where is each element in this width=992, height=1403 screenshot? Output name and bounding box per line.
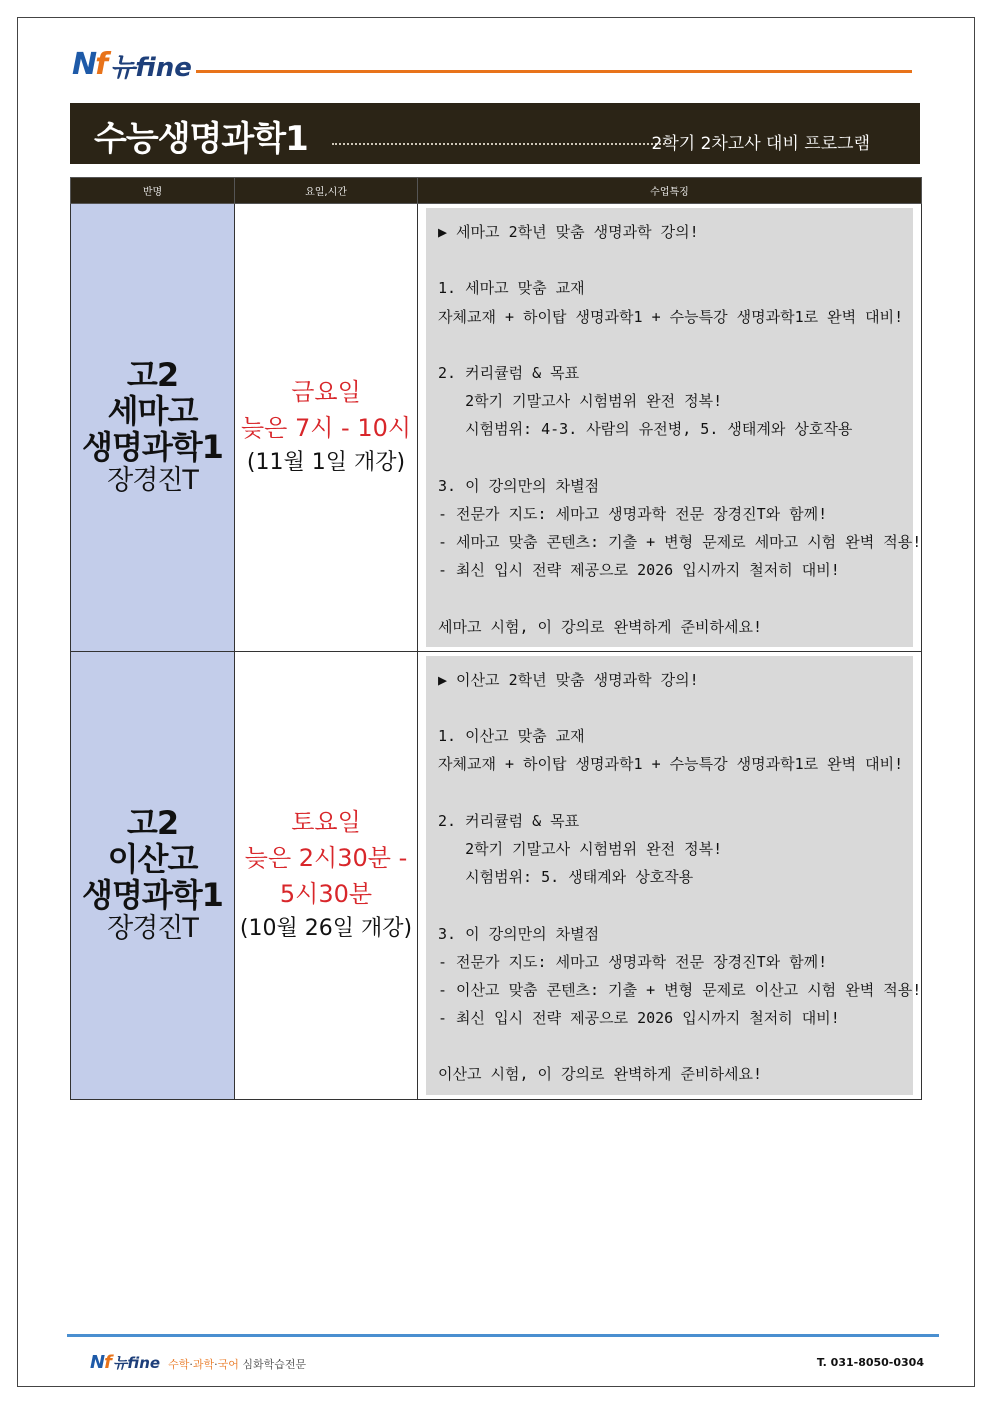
feature-line: 3. 이 강의만의 차별점 <box>438 476 600 495</box>
footer-phone: T. 031-8050-0304 <box>816 1356 924 1369</box>
feature-line <box>438 779 901 807</box>
header-features: 수업특징 <box>418 178 922 204</box>
logo-mark: Nf <box>72 47 107 82</box>
features-box <box>426 208 922 647</box>
day-time-cell <box>235 204 418 652</box>
class-teacher: 장경진T <box>107 913 198 945</box>
class-time: 늦은 7시 - 10시 <box>240 414 412 443</box>
title-banner <box>70 103 920 164</box>
feature-line: - 전문가 지도: 세마고 생명과학 전문 장경진T와 함께! <box>438 504 828 523</box>
class-open-date: (10월 26일 개강) <box>239 916 413 942</box>
header-divider <box>196 70 912 73</box>
class-subject: 생명과학1 <box>82 428 223 467</box>
feature-line <box>438 694 901 722</box>
class-time-end: 5시30분 <box>279 880 373 909</box>
class-open-date: (11월 1일 개강) <box>246 450 406 476</box>
table-header-row <box>71 178 922 204</box>
feature-line: 세마고 시험, 이 강의로 완벽하게 준비하세요! <box>438 617 763 636</box>
logo-text: 뉴fine <box>110 52 192 83</box>
feature-line: 2. 커리큘럼 & 목표 <box>438 363 580 382</box>
features-box <box>426 656 922 1095</box>
footer-divider <box>67 1334 939 1337</box>
table-row <box>71 651 922 1099</box>
class-day: 토요일 <box>291 808 361 837</box>
feature-line <box>438 584 901 612</box>
feature-line: - 최신 입시 전략 제공으로 2026 입시까지 철저히 대비! <box>438 1009 840 1028</box>
class-day: 금요일 <box>291 378 361 407</box>
feature-line: 시험범위: 4-3. 사람의 유전병, 5. 생태계와 상호작용 <box>438 420 853 439</box>
header-class-name: 반명 <box>71 178 235 204</box>
feature-line: 1. 이산고 맞춤 교재 <box>438 727 585 746</box>
feature-line: - 세마고 맞춤 콘텐츠: 기출 + 변형 문제로 세마고 시험 완벽 적용! <box>438 533 922 552</box>
class-name-cell <box>71 204 235 652</box>
feature-line: ▶ 이산고 2학년 맞춤 생명과학 강의! <box>438 670 699 689</box>
footer-logo-mark: Nf <box>90 1352 111 1373</box>
feature-line: - 최신 입시 전략 제공으로 2026 입시까지 철저히 대비! <box>438 561 840 580</box>
schedule-table <box>70 177 922 1100</box>
day-time-cell <box>235 651 418 1099</box>
feature-line <box>438 444 901 472</box>
feature-line <box>438 246 901 274</box>
class-teacher: 장경진T <box>107 465 198 497</box>
class-school: 이산고 <box>107 840 198 879</box>
feature-line: 2학기 기말고사 시험범위 완전 정복! <box>438 392 723 411</box>
footer-tagline: 수학·과학·국어 심화학습전문 <box>168 1358 307 1371</box>
class-grade: 고2 <box>126 804 179 843</box>
feature-line <box>438 891 901 919</box>
class-subject: 생명과학1 <box>82 876 223 915</box>
page-title: 수능생명과학1 <box>94 119 308 159</box>
feature-line: 1. 세마고 맞춤 교재 <box>438 279 585 298</box>
feature-line: 시험범위: 5. 생태계와 상호작용 <box>438 868 694 887</box>
class-time: 늦은 2시30분 - <box>244 844 408 873</box>
features-cell <box>418 651 922 1099</box>
page-subtitle: 2학기 2차고사 대비 프로그램 <box>651 134 870 154</box>
footer-logo-text: 뉴fine <box>112 1354 161 1372</box>
feature-line: 3. 이 강의만의 차별점 <box>438 924 600 943</box>
dotted-leader <box>332 143 665 145</box>
features-cell <box>418 204 922 652</box>
feature-line <box>438 1032 901 1060</box>
header-day-time: 요일,시간 <box>235 178 418 204</box>
class-school: 세마고 <box>107 392 198 431</box>
feature-line: 2. 커리큘럼 & 목표 <box>438 811 580 830</box>
feature-line: 이산고 시험, 이 강의로 완벽하게 준비하세요! <box>438 1065 763 1084</box>
feature-line <box>438 331 901 359</box>
feature-line: - 이산고 맞춤 콘텐츠: 기출 + 변형 문제로 이산고 시험 완벽 적용! <box>438 980 922 999</box>
feature-line: 자체교재 + 하이탑 생명과학1 + 수능특강 생명과학1로 완벽 대비! <box>438 307 904 326</box>
table-row <box>71 204 922 652</box>
feature-line: - 전문가 지도: 세마고 생명과학 전문 장경진T와 함께! <box>438 952 828 971</box>
brand-logo <box>72 48 192 82</box>
footer-logo <box>90 1352 306 1373</box>
class-grade: 고2 <box>126 356 179 395</box>
feature-line: 자체교재 + 하이탑 생명과학1 + 수능특강 생명과학1로 완벽 대비! <box>438 755 904 774</box>
feature-line: ▶ 세마고 2학년 맞춤 생명과학 강의! <box>438 223 699 241</box>
feature-line: 2학기 기말고사 시험범위 완전 정복! <box>438 839 723 858</box>
class-name-cell <box>71 651 235 1099</box>
